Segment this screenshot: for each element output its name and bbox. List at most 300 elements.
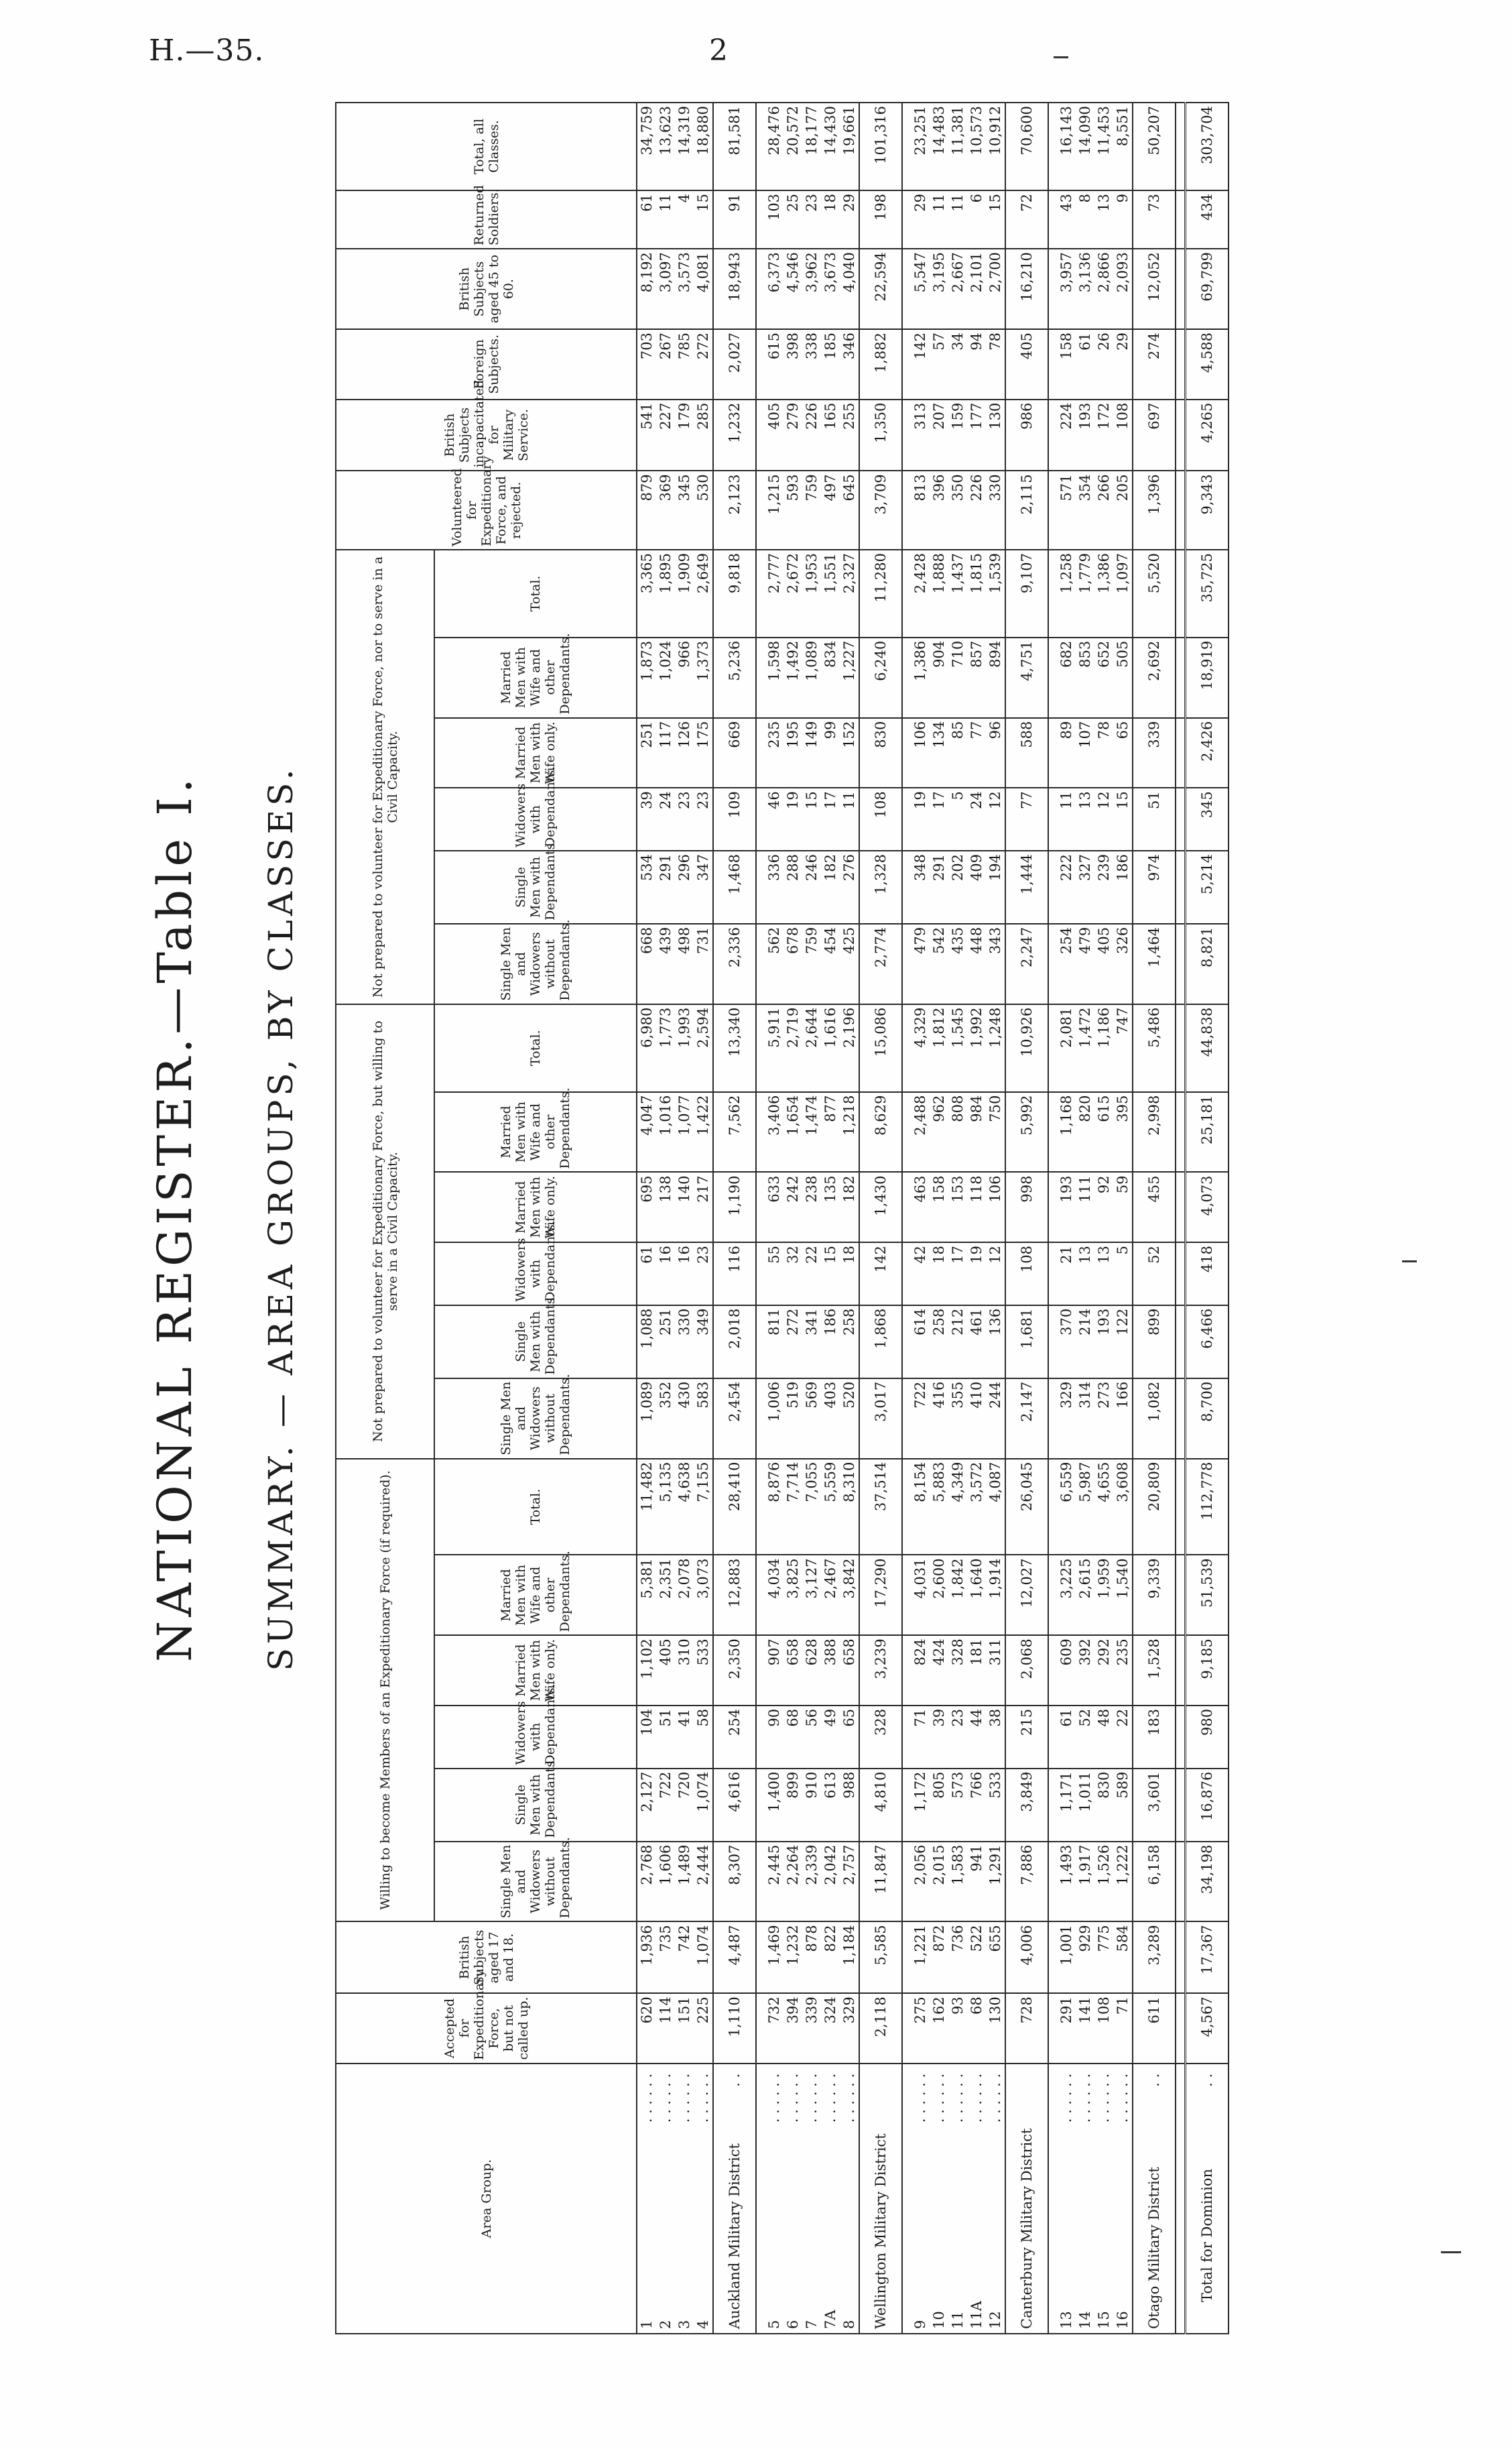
table-cell: 1,909 bbox=[675, 550, 694, 638]
table-cell: 1,888 bbox=[930, 550, 948, 638]
table-cell: 345 bbox=[675, 471, 694, 550]
row-label-text: 7 bbox=[804, 2320, 820, 2329]
table-cell: 1,616 bbox=[821, 1004, 840, 1092]
table-cell: 910 bbox=[802, 1769, 821, 1842]
table-cell: 3,097 bbox=[656, 249, 675, 329]
table-cell: 728 bbox=[1005, 1993, 1048, 2064]
table-cell: 1,464 bbox=[1133, 924, 1176, 1004]
table-cell: 1,227 bbox=[840, 638, 859, 718]
table-cell: 1,350 bbox=[859, 400, 902, 471]
table-cell: 111 bbox=[1076, 1172, 1094, 1242]
table-cell: 136 bbox=[986, 1305, 1005, 1378]
table-cell: 750 bbox=[986, 1092, 1005, 1173]
table-cell: 107 bbox=[1076, 718, 1094, 788]
row-label-text: 4 bbox=[695, 2320, 711, 2329]
table-cell: 117 bbox=[656, 718, 675, 788]
table-cell: 272 bbox=[694, 329, 713, 400]
table-cell: 541 bbox=[637, 400, 656, 471]
table-cell: 134 bbox=[930, 718, 948, 788]
row-label bbox=[948, 2064, 967, 2334]
table-cell: 303,704 bbox=[1186, 103, 1229, 190]
table-cell: 78 bbox=[1094, 718, 1113, 788]
table-cell: 652 bbox=[1094, 638, 1113, 718]
table-cell: 328 bbox=[948, 1635, 967, 1706]
table-cell: 122 bbox=[1113, 1305, 1133, 1378]
table-cell: 202 bbox=[948, 851, 967, 924]
table-cell: 330 bbox=[986, 471, 1005, 550]
table-cell: 12 bbox=[1094, 788, 1113, 851]
table-cell: 12,027 bbox=[1005, 1555, 1048, 1635]
table-cell: 72 bbox=[1005, 190, 1048, 249]
table-cell: 1,640 bbox=[967, 1555, 986, 1635]
table-cell: 346 bbox=[840, 329, 859, 400]
table-cell: 498 bbox=[675, 924, 694, 1004]
table-cell: 8 bbox=[1076, 190, 1094, 249]
table-cell: 2,118 bbox=[859, 1993, 902, 2064]
row-label bbox=[821, 2064, 840, 2334]
table-cell: 6,240 bbox=[859, 638, 902, 718]
table-cell: 92 bbox=[1094, 1172, 1113, 1242]
table-cell: 61 bbox=[637, 1242, 656, 1305]
table-row bbox=[948, 103, 967, 2334]
table-cell: 609 bbox=[1057, 1635, 1076, 1706]
row-label bbox=[1005, 2064, 1048, 2334]
table-cell: 3,957 bbox=[1057, 249, 1076, 329]
table-cell: 369 bbox=[656, 471, 675, 550]
table-cell: 3,136 bbox=[1076, 249, 1094, 329]
table-cell: 70,600 bbox=[1005, 103, 1048, 190]
table-cell: 732 bbox=[765, 1993, 783, 2064]
subheader: Married Men with Wife only. bbox=[434, 1172, 637, 1242]
table-cell: 2,488 bbox=[911, 1092, 930, 1173]
table-cell: 22 bbox=[802, 1242, 821, 1305]
table-cell: 13,340 bbox=[713, 1004, 756, 1092]
table-cell: 4,031 bbox=[911, 1555, 930, 1635]
table-cell: 11,381 bbox=[948, 103, 967, 190]
table-cell: 1,540 bbox=[1113, 1555, 1133, 1635]
table-cell: 530 bbox=[694, 471, 713, 550]
table-cell: 12,052 bbox=[1133, 249, 1176, 329]
table-cell: 18,943 bbox=[713, 249, 756, 329]
table-cell: 1,815 bbox=[967, 550, 986, 638]
table-cell: 94 bbox=[967, 329, 986, 400]
table-cell: 904 bbox=[930, 638, 948, 718]
table-cell: 355 bbox=[948, 1378, 967, 1459]
table-cell: 310 bbox=[675, 1635, 694, 1706]
table-cell: 736 bbox=[948, 1921, 967, 1993]
table-cell: 4,567 bbox=[1186, 1993, 1229, 2064]
table-cell: 78 bbox=[986, 329, 1005, 400]
header-accepted: Accepted for Expeditionary Force, but not called up. bbox=[336, 1993, 637, 2064]
table-cell: 593 bbox=[783, 471, 802, 550]
table-cell: 388 bbox=[821, 1635, 840, 1706]
table-cell: 409 bbox=[967, 851, 986, 924]
table-cell: 329 bbox=[840, 1993, 859, 2064]
table-cell: 130 bbox=[986, 1993, 1005, 2064]
table-cell: 682 bbox=[1057, 638, 1076, 718]
table-cell: 633 bbox=[765, 1172, 783, 1242]
table-cell: 425 bbox=[840, 924, 859, 1004]
table-cell: 1,386 bbox=[911, 638, 930, 718]
table-cell: 273 bbox=[1094, 1378, 1113, 1459]
row-leader-dots: . . . . . . bbox=[912, 2073, 928, 2123]
table-cell: 43 bbox=[1057, 190, 1076, 249]
header-not-prepared-group: Not prepared to volunteer for Expeditionary Force, nor to serve in a Civil Capacity. bbox=[336, 550, 434, 1004]
table-cell: 614 bbox=[911, 1305, 930, 1378]
table-cell: 193 bbox=[1057, 1172, 1076, 1242]
table-cell: 77 bbox=[967, 718, 986, 788]
row-label-text: 16 bbox=[1115, 2311, 1131, 2329]
table-cell: 4,073 bbox=[1186, 1172, 1229, 1242]
table-cell: 8,551 bbox=[1113, 103, 1133, 190]
table-cell: 267 bbox=[656, 329, 675, 400]
table-cell: 58 bbox=[694, 1706, 713, 1769]
row-label bbox=[1094, 2064, 1113, 2334]
table-cell: 23 bbox=[694, 788, 713, 851]
table-cell: 339 bbox=[802, 1993, 821, 2064]
table-cell: 1,001 bbox=[1057, 1921, 1076, 1993]
table-cell: 217 bbox=[694, 1172, 713, 1242]
table-cell: 1,812 bbox=[930, 1004, 948, 1092]
table-cell: 722 bbox=[656, 1769, 675, 1842]
table-cell: 153 bbox=[948, 1172, 967, 1242]
table-cell: 2,056 bbox=[911, 1842, 930, 1922]
table-cell: 4,329 bbox=[911, 1004, 930, 1092]
table-cell: 39 bbox=[637, 788, 656, 851]
table-cell: 291 bbox=[656, 851, 675, 924]
table-cell: 678 bbox=[783, 924, 802, 1004]
table-cell: 3,962 bbox=[802, 249, 821, 329]
row-label-text: Otago Military District bbox=[1146, 2167, 1162, 2329]
table-cell: 877 bbox=[821, 1092, 840, 1173]
table-cell: 1,171 bbox=[1057, 1769, 1076, 1842]
table-cell: 12,883 bbox=[713, 1555, 756, 1635]
table-row bbox=[821, 103, 840, 2334]
table-cell: 71 bbox=[911, 1706, 930, 1769]
row-label-text: Wellington Military District bbox=[873, 2133, 889, 2329]
table-cell: 276 bbox=[840, 851, 859, 924]
table-cell: 19 bbox=[967, 1242, 986, 1305]
table-cell: 1,444 bbox=[1005, 851, 1048, 924]
table-cell: 1,551 bbox=[821, 550, 840, 638]
table-cell: 1,773 bbox=[656, 1004, 675, 1092]
table-cell: 3,572 bbox=[967, 1459, 986, 1555]
table-cell: 13 bbox=[1094, 190, 1113, 249]
table-cell: 984 bbox=[967, 1092, 986, 1173]
table-cell: 29 bbox=[1113, 329, 1133, 400]
row-label bbox=[783, 2064, 802, 2334]
table-cell: 158 bbox=[1057, 329, 1076, 400]
table-cell: 17,290 bbox=[859, 1555, 902, 1635]
table-cell: 23 bbox=[802, 190, 821, 249]
row-label-text: 15 bbox=[1096, 2311, 1112, 2329]
row-label-text: 10 bbox=[931, 2311, 947, 2329]
table-row bbox=[1113, 103, 1133, 2334]
table-cell: 4,081 bbox=[694, 249, 713, 329]
table-cell: 4,349 bbox=[948, 1459, 967, 1555]
table-cell: 288 bbox=[783, 851, 802, 924]
table-cell: 731 bbox=[694, 924, 713, 1004]
table-cell: 533 bbox=[694, 1635, 713, 1706]
table-row bbox=[1076, 103, 1094, 2334]
table-cell: 285 bbox=[694, 400, 713, 471]
table-cell: 455 bbox=[1133, 1172, 1176, 1242]
table-cell: 2,327 bbox=[840, 550, 859, 638]
table-body bbox=[637, 103, 1228, 2334]
table-cell: 242 bbox=[783, 1172, 802, 1242]
table-cell: 4 bbox=[675, 190, 694, 249]
table-cell: 4,006 bbox=[1005, 1921, 1048, 1993]
table-cell: 275 bbox=[911, 1993, 930, 2064]
table-cell: 857 bbox=[967, 638, 986, 718]
table-cell: 710 bbox=[948, 638, 967, 718]
table-cell: 108 bbox=[1094, 1993, 1113, 2064]
table-cell: 238 bbox=[802, 1172, 821, 1242]
table-cell: 212 bbox=[948, 1305, 967, 1378]
subheader: Single Men with Dependants. bbox=[434, 1769, 637, 1842]
table-cell: 830 bbox=[1094, 1769, 1113, 1842]
rotated-table-block bbox=[141, 102, 1253, 2334]
table-cell: 175 bbox=[694, 718, 713, 788]
table-cell: 1,545 bbox=[948, 1004, 967, 1092]
row-label-text: Auckland Military District bbox=[727, 2143, 743, 2329]
table-cell: 3,289 bbox=[1133, 1921, 1176, 1993]
table-cell: 330 bbox=[675, 1305, 694, 1378]
table-cell: 185 bbox=[821, 329, 840, 400]
table-cell: 149 bbox=[802, 718, 821, 788]
table-cell: 77 bbox=[1005, 788, 1048, 851]
table-cell: 4,638 bbox=[675, 1459, 694, 1555]
table-cell: 5 bbox=[948, 788, 967, 851]
table-cell: 2,866 bbox=[1094, 249, 1113, 329]
table-cell: 57 bbox=[930, 329, 948, 400]
table-cell: 69,799 bbox=[1186, 249, 1229, 329]
table-cell: 18,177 bbox=[802, 103, 821, 190]
table-cell: 395 bbox=[1113, 1092, 1133, 1173]
table-cell: 61 bbox=[637, 190, 656, 249]
table-cell: 1,186 bbox=[1094, 1004, 1113, 1092]
table-cell: 834 bbox=[821, 638, 840, 718]
table-cell: 1,422 bbox=[694, 1092, 713, 1173]
table-cell: 350 bbox=[948, 471, 967, 550]
table-cell: 2,350 bbox=[713, 1635, 756, 1706]
table-cell: 3,573 bbox=[675, 249, 694, 329]
table-cell: 112,778 bbox=[1186, 1459, 1229, 1555]
table-cell: 695 bbox=[637, 1172, 656, 1242]
table-cell: 255 bbox=[840, 400, 859, 471]
row-label bbox=[911, 2064, 930, 2334]
table-cell: 35,725 bbox=[1186, 550, 1229, 638]
table-cell: 9,343 bbox=[1186, 471, 1229, 550]
table-cell: 615 bbox=[765, 329, 783, 400]
table-cell: 101,316 bbox=[859, 103, 902, 190]
table-cell: 1,526 bbox=[1094, 1842, 1113, 1922]
table-cell: 1,172 bbox=[911, 1769, 930, 1842]
row-leader-dots: . . . . . . bbox=[1077, 2073, 1093, 2123]
table-cell: 1,097 bbox=[1113, 550, 1133, 638]
row-label-text: 1 bbox=[639, 2320, 655, 2329]
row-leader-dots: . . . . . . bbox=[766, 2073, 782, 2123]
table-cell: 1,993 bbox=[675, 1004, 694, 1092]
table-cell: 17 bbox=[948, 1242, 967, 1305]
table-cell: 722 bbox=[911, 1378, 930, 1459]
table-cell: 90 bbox=[765, 1706, 783, 1769]
table-cell: 343 bbox=[986, 924, 1005, 1004]
row-leader-dots: . . bbox=[1146, 2073, 1162, 2087]
row-leader-dots: . . . . . . bbox=[931, 2073, 947, 2123]
table-cell: 1,936 bbox=[637, 1921, 656, 1993]
table-cell: 3,709 bbox=[859, 471, 902, 550]
table-cell: 573 bbox=[948, 1769, 967, 1842]
header-volunteered-rejected: Volunteered for Expeditionary Force, and rejected. bbox=[336, 471, 637, 550]
table-cell: 51 bbox=[656, 1706, 675, 1769]
table-cell: 479 bbox=[1076, 924, 1094, 1004]
row-leader-dots: . . . . . . bbox=[822, 2073, 838, 2123]
table-cell: 1,654 bbox=[783, 1092, 802, 1173]
table-cell: 1,917 bbox=[1076, 1842, 1094, 1922]
row-label bbox=[1076, 2064, 1094, 2334]
table-cell: 668 bbox=[637, 924, 656, 1004]
table-cell: 1,469 bbox=[765, 1921, 783, 1993]
table-cell: 872 bbox=[930, 1921, 948, 1993]
table-cell: 226 bbox=[802, 400, 821, 471]
table-cell: 32 bbox=[783, 1242, 802, 1305]
table-cell: 9,818 bbox=[713, 550, 756, 638]
table-cell: 222 bbox=[1057, 851, 1076, 924]
row-label-text: 6 bbox=[785, 2320, 801, 2329]
table-cell: 2,196 bbox=[840, 1004, 859, 1092]
table-cell: 941 bbox=[967, 1842, 986, 1922]
table-cell: 813 bbox=[911, 471, 930, 550]
table-cell: 99 bbox=[821, 718, 840, 788]
table-cell: 4,040 bbox=[840, 249, 859, 329]
table-cell: 51,539 bbox=[1186, 1555, 1229, 1635]
table-cell: 628 bbox=[802, 1635, 821, 1706]
table-cell: 25,181 bbox=[1186, 1092, 1229, 1173]
subheader: Married Men with Wife only. bbox=[434, 718, 637, 788]
table-cell: 2,127 bbox=[637, 1769, 656, 1842]
table-cell: 9 bbox=[1113, 190, 1133, 249]
table-cell: 392 bbox=[1076, 1635, 1094, 1706]
table-cell: 2,426 bbox=[1186, 718, 1229, 788]
table-cell: 5,236 bbox=[713, 638, 756, 718]
header-incapacitated: British Subjects incapacitated for Military Service. bbox=[336, 400, 637, 471]
row-label bbox=[1186, 2064, 1229, 2334]
table-cell: 2,428 bbox=[911, 550, 930, 638]
table-cell: 613 bbox=[821, 1769, 840, 1842]
dominion-total-row bbox=[1186, 103, 1229, 2334]
table-cell: 292 bbox=[1094, 1635, 1113, 1706]
table-cell: 461 bbox=[967, 1305, 986, 1378]
table-cell: 571 bbox=[1057, 471, 1076, 550]
table-cell: 274 bbox=[1133, 329, 1176, 400]
table-cell: 7,714 bbox=[783, 1459, 802, 1555]
table-cell: 49 bbox=[821, 1706, 840, 1769]
table-cell: 2,757 bbox=[840, 1842, 859, 1922]
table-cell: 907 bbox=[765, 1635, 783, 1706]
table-cell: 2,445 bbox=[765, 1842, 783, 1922]
header-total-all: Total, all Classes. bbox=[336, 103, 637, 190]
table-cell: 1,016 bbox=[656, 1092, 675, 1173]
table-cell: 424 bbox=[930, 1635, 948, 1706]
table-cell: 313 bbox=[911, 400, 930, 471]
table-cell: 2,998 bbox=[1133, 1092, 1176, 1173]
table-cell: 1,583 bbox=[948, 1842, 967, 1922]
table-cell: 542 bbox=[930, 924, 948, 1004]
subheader: Single Men and Widowers without Dependants. bbox=[434, 1842, 637, 1922]
table-cell: 159 bbox=[948, 400, 967, 471]
table-cell: 1,074 bbox=[694, 1921, 713, 1993]
table-cell: 520 bbox=[840, 1378, 859, 1459]
table-cell: 2,700 bbox=[986, 249, 1005, 329]
table-cell: 22 bbox=[1113, 1706, 1133, 1769]
table-cell: 21 bbox=[1057, 1242, 1076, 1305]
table-cell: 1,468 bbox=[713, 851, 756, 924]
table-cell: 6,559 bbox=[1057, 1459, 1076, 1555]
table-cell: 2,018 bbox=[713, 1305, 756, 1378]
table-cell: 9,107 bbox=[1005, 550, 1048, 638]
table-cell: 140 bbox=[675, 1172, 694, 1242]
table-cell: 338 bbox=[802, 329, 821, 400]
table-cell: 336 bbox=[765, 851, 783, 924]
row-label bbox=[1133, 2064, 1176, 2334]
table-row bbox=[802, 103, 821, 2334]
subheader: Total. bbox=[434, 1459, 637, 1555]
subheader: Widowers with Dependants. bbox=[434, 788, 637, 851]
table-cell: 17 bbox=[930, 788, 948, 851]
table-cell: 65 bbox=[1113, 718, 1133, 788]
table-cell: 18,880 bbox=[694, 103, 713, 190]
table-cell: 89 bbox=[1057, 718, 1076, 788]
table-cell: 966 bbox=[675, 638, 694, 718]
table-cell: 1,190 bbox=[713, 1172, 756, 1242]
table-cell: 1,089 bbox=[637, 1378, 656, 1459]
table-cell: 205 bbox=[1113, 471, 1133, 550]
row-leader-dots: . . bbox=[1199, 2073, 1215, 2087]
table-cell: 225 bbox=[694, 1993, 713, 2064]
table-cell: 17,367 bbox=[1186, 1921, 1229, 1993]
table-cell: 244 bbox=[986, 1378, 1005, 1459]
table-cell: 352 bbox=[656, 1378, 675, 1459]
table-cell: 16 bbox=[675, 1242, 694, 1305]
table-cell: 403 bbox=[821, 1378, 840, 1459]
table-cell: 1,328 bbox=[859, 851, 902, 924]
table-cell: 4,034 bbox=[765, 1555, 783, 1635]
table-cell: 258 bbox=[930, 1305, 948, 1378]
table-cell: 71 bbox=[1113, 1993, 1133, 2064]
table-cell: 19 bbox=[783, 788, 802, 851]
table-cell: 2,615 bbox=[1076, 1555, 1094, 1635]
table-cell: 10,912 bbox=[986, 103, 1005, 190]
table-cell: 251 bbox=[637, 718, 656, 788]
table-cell: 808 bbox=[948, 1092, 967, 1173]
table-cell: 1,992 bbox=[967, 1004, 986, 1092]
row-leader-dots: . . bbox=[727, 2073, 743, 2087]
table-cell: 435 bbox=[948, 924, 967, 1004]
table-cell: 5,559 bbox=[821, 1459, 840, 1555]
table-row bbox=[911, 103, 930, 2334]
table-cell: 805 bbox=[930, 1769, 948, 1842]
table-cell: 172 bbox=[1094, 400, 1113, 471]
row-leader-dots: . . . . . . bbox=[804, 2073, 820, 2123]
table-cell: 108 bbox=[1005, 1242, 1048, 1305]
table-cell: 59 bbox=[1113, 1172, 1133, 1242]
table-cell: 266 bbox=[1094, 471, 1113, 550]
table-cell: 177 bbox=[967, 400, 986, 471]
table-cell: 215 bbox=[1005, 1706, 1048, 1769]
table-cell: 370 bbox=[1057, 1305, 1076, 1378]
table-cell: 11 bbox=[948, 190, 967, 249]
